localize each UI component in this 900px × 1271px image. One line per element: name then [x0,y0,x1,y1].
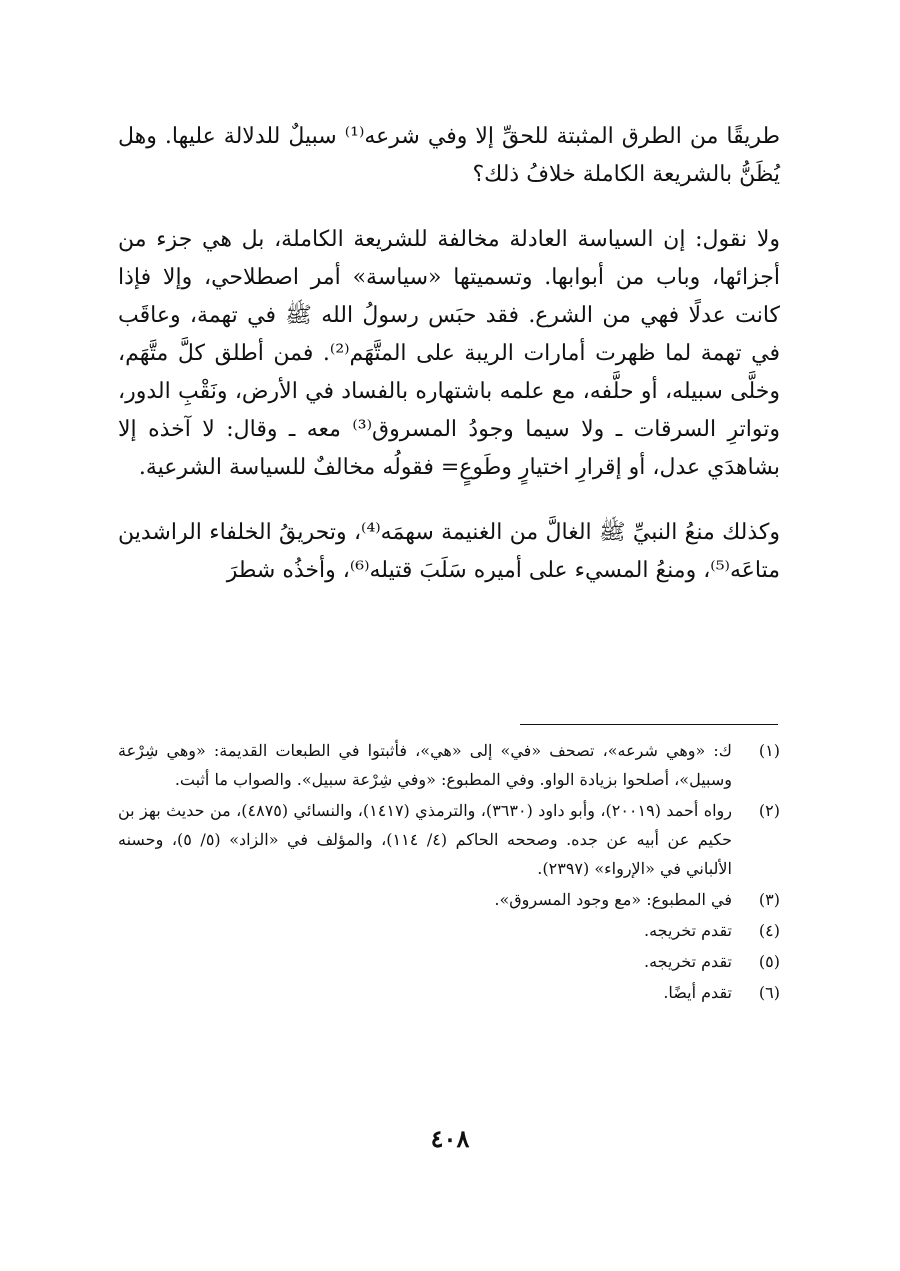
footnote-number: (١) [758,741,780,760]
footnote-separator [520,724,778,725]
paragraph-1: طريقًا من الطرق المثبتة للحقِّ إلا وفي شرعه⁽¹⁾ سبيلٌ للدلالة عليها. وهل يُظَنُّ بالشريعة الكاملة خلافُ ذلك؟ [118,124,780,187]
footnote-text: تقدم تخريجه. [644,921,732,940]
footnote-2 [118,796,780,883]
footnote-4 [118,916,780,945]
main-text [118,118,780,590]
footnote-text: في المطبوع: «مع وجود المسروق». [494,890,732,909]
footnote-text: تقدم تخريجه. [644,952,732,971]
footnote-text: تقدم أيضًا. [663,983,732,1002]
footnote-text: ك: «وهي شرعه»، تصحف «في» إلى «هي»، فأثبتوا في الطبعات القديمة: «وهي شِرْعة وسبيل»، أصلحوا بزيادة الواو. وفي المطبوع: «وفي شِرْعة سبيل». والصواب ما أثبت. [118,741,732,789]
footnotes [118,736,780,1009]
footnote-number: (٥) [758,952,780,971]
paragraph-3: وكذلك منعُ النبيِّ ﷺ الغالَّ من الغنيمة سهمَه⁽⁴⁾، وتحريقُ الخلفاء الراشدين متاعَه⁽⁵⁾، ومنعُ المسيء على أميره سَلَبَ قتيله⁽⁶⁾، وأخذُه شطرَ [118,520,780,583]
footnote-3 [118,885,780,914]
footnote-number: (٣) [758,890,780,909]
footnote-number: (٦) [758,983,780,1002]
page-number: ٤٠٨ [430,1124,470,1153]
footnote-number: (٤) [758,921,780,940]
footnote-1 [118,736,780,794]
footnote-5 [118,947,780,976]
footnote-number: (٢) [758,801,780,820]
footnote-text: رواه أحمد (٢٠٠١٩)، وأبو داود (٣٦٣٠)، والترمذي (١٤١٧)، والنسائي (٤٨٧٥)، من حديث بهز بن حكيم عن أبيه عن جده. وصححه الحاكم (٤/ ١١٤)، والمؤلف في «الزاد» (٥/ ٥)، وحسنه الألباني في «الإرواء» (٢٣٩٧). [118,801,733,878]
paragraph-2: ولا نقول: إن السياسة العادلة مخالفة للشريعة الكاملة، بل هي جزء من أجزائها، وباب من أبوابها. وتسميتها «سياسة» أمر اصطلاحي، وإلا فإذا كانت عدلًا فهي من الشرع. فقد حبَس رسولُ الله ﷺ في تهمة، وعاقَب في تهمة لما ظهرت أمارات الريبة على المتَّهَم⁽²⁾. فمن أطلق كلَّ متَّهَم، وخلَّى سبيله، أو حلَّفه، مع علمه باشتهاره بالفساد في الأرض، ونَقْبِ الدور، وتواترِ السرقات ـ ولا سيما وجودُ المسروق⁽³⁾ معه ـ وقال: لا آخذه إلا بشاهدَي عدل، أو إقرارِ اختيارٍ وطَوعٍ= فقولُه مخالفٌ للسياسة الشرعية. [118,227,781,480]
footnote-6 [118,978,780,1007]
